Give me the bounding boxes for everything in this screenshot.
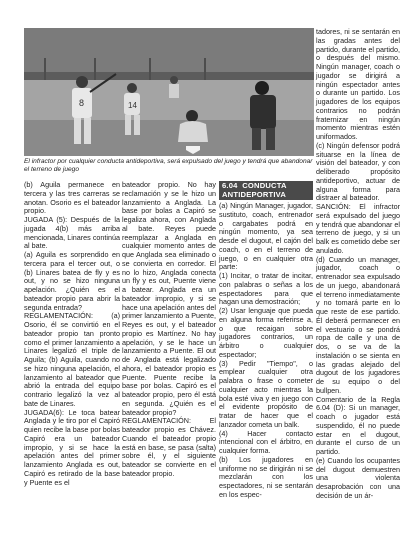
jersey-number-center: 14 <box>128 101 137 110</box>
section-title-word-1: CONDUCTA <box>242 181 287 190</box>
fielder-distant <box>169 76 179 98</box>
section-title-line-2: ANTIDEPORTIVA <box>222 189 287 199</box>
col3-para-4: (3) Pedir "Tiempo", o emplear cualquier otra palabra o frase o cometer cualquier acto mientras la bola esté viva y en juego con el evidente propósito de tratar de hacer que el lanzador cometa un balk. <box>219 358 313 429</box>
col2-para-1: bateador propio. No hay reclamación y se le hizo un lanzamiento a Anglada. La base por bolas a Capiró se legaliza ahora, con Anglada al bate. Reyes puede reemplazar a Anglada en cualquier momento antes de que Anglada sea eliminado o se convierta en corredor. El no lo hizo, Anglada conecta un fly y es out, Puente viene a batear. Anglada era un bateador impropio, y si se hace una apelación antes del primer lanzamiento a Puente, Reyes es out, y el bateador propio es Martínez. No hay apelación, y se le hace un lanzamiento a Puente. El out de Anglada está legalizado ahora, el bateador propio es Puente. Puente recibe la base por bolas. Capiró es el bateador propio, pero él está en segunda. ¿Quién es el bateador propio? <box>122 180 216 417</box>
col1-para-3: (a) Aguila es sorprendido en tercera para el tercer out, o (b) Linares batea de fly y es out, y no se hizo ninguna apelación. ¿Quién es el bateador propio para abrir la segunda entrada? <box>24 250 120 312</box>
col4-para-4: (d) Cuando un manager, jugador, coach o entrenador sea expulsado de un juego, abandonará el terreno inmediatamente y no tomará parte en lo que reste de ese partido. Él deberá permanecer en el vestuario o se pondrá ropa de calle y una de dos, o se va de la instalación o se sienta en las gradas alejado del dugout de los jugadores de su equipo o del bullpen. <box>316 254 400 395</box>
col4-para-2: (c) Ningún defensor podrá situarse en la línea de visión del bateador, y con deliberado propósito antideportivo, actuar de alguna forma para distraer al bateador. <box>316 140 400 203</box>
col3-para-1: (a) Ningún Manager, jugador, sustituto, coach, entrenador o cargabates podrá en ningún momento, ya sea desde el dugout, el cajón del coach, o en el terreno de juego, o en cualquier otra parte: <box>219 201 313 272</box>
col3-para-5: (4) Hacer contacto intencional con el árbitro, en cualquier forma. <box>219 428 313 456</box>
section-number: 6.04 <box>222 181 238 190</box>
jersey-number-left: 8 <box>79 98 85 108</box>
column-3 <box>219 181 313 500</box>
col4-para-3: SANCIÓN: El infractor será expulsado del juego y tendrá que abandonar el terreno de juego, y si un balk es cometido debe ser anulado. <box>316 202 400 255</box>
column-1 <box>24 181 120 487</box>
col3-para-6: (b) Los jugadores en uniforme no se dirigirán ni se mezclarán con los espectadores, ni se sentarán en los espec- <box>219 454 313 499</box>
photo-scene <box>24 28 314 156</box>
column-4 <box>316 28 400 501</box>
col1-para-2: JUGADA (5): Después de la jugada 4(b) más arriba mencionada, Linares continúa al bate. <box>24 215 120 251</box>
outfield-wall <box>24 72 314 80</box>
photo-caption: El infractor por cualquier conducta antideportiva, será expulsado del juego y tendrá que abandonar el terreno de juego <box>24 158 313 174</box>
column-2 <box>122 181 216 479</box>
section-header <box>219 181 313 200</box>
col1-para-1: (b) Aguila permanece en tercera y las tres carreras se anotan. Osorio es el bateador propio. <box>24 180 120 216</box>
col1-para-4: REGLAMENTACIÓN: (a) Osorio, él se convirtió en el bateador propio tan pronto como el primer lanzamiento a Linares legalizó el triple de Aguila; (b) Aguila, cuando no se hizo ninguna apelación, el lanzamiento al bateador que abrió la entrada del equipo contrario legalizó la vez al bate de Linares. <box>24 311 120 408</box>
col1-para-5: JUGADA(6): Le toca batear Anglada y le tiro por el Capiró quien recibe la base por bolas Capiró era un bateador impropio, y si se hace la apelación antes del primer lanzamiento Anglada es out, Capiró es retirado de la base y Puente es el <box>24 407 120 487</box>
col4-para-1: tadores, ni se sentarán en las gradas antes del partido, durante el partido, o después del mismo. Ningún manager, coach o jugador se dirigirá a ningún espectador antes o durante un partido. Los jugadores de los equipos contrarios no podrán fraternizar en ningún momento mientras estén uniformados. <box>316 27 400 141</box>
col4-para-5: Comentario de la Regla 6.04 (D): Si un manager, coach o jugador está suspendido, él no puede estar en el dugout, durante el curso de un partido. <box>316 394 400 456</box>
baseball-photo <box>24 28 314 156</box>
col3-para-2: (1) Incitar, o tratar de incitar, con palabras o señas a los espectadores para que hagan una demostración; <box>219 271 313 307</box>
col4-para-6: (e) Cuando los ocupantes del dugout demuestren una violenta desaprobación con una decisión de un ár- <box>316 455 400 500</box>
col3-para-3: (2) Usar lenguaje que pueda en alguna forma referirse a, o que recaigan sobre jugadores contrarios, un árbitro o cualquier espectador; <box>219 306 313 359</box>
col2-para-2: REGLAMENTACIÓN: El bateador propio es Chávez. Cuando el bateador propio está en base, se pasa (salta) sobre él, y el siguiente bateador se convierte en el bateador propio. <box>122 416 216 478</box>
